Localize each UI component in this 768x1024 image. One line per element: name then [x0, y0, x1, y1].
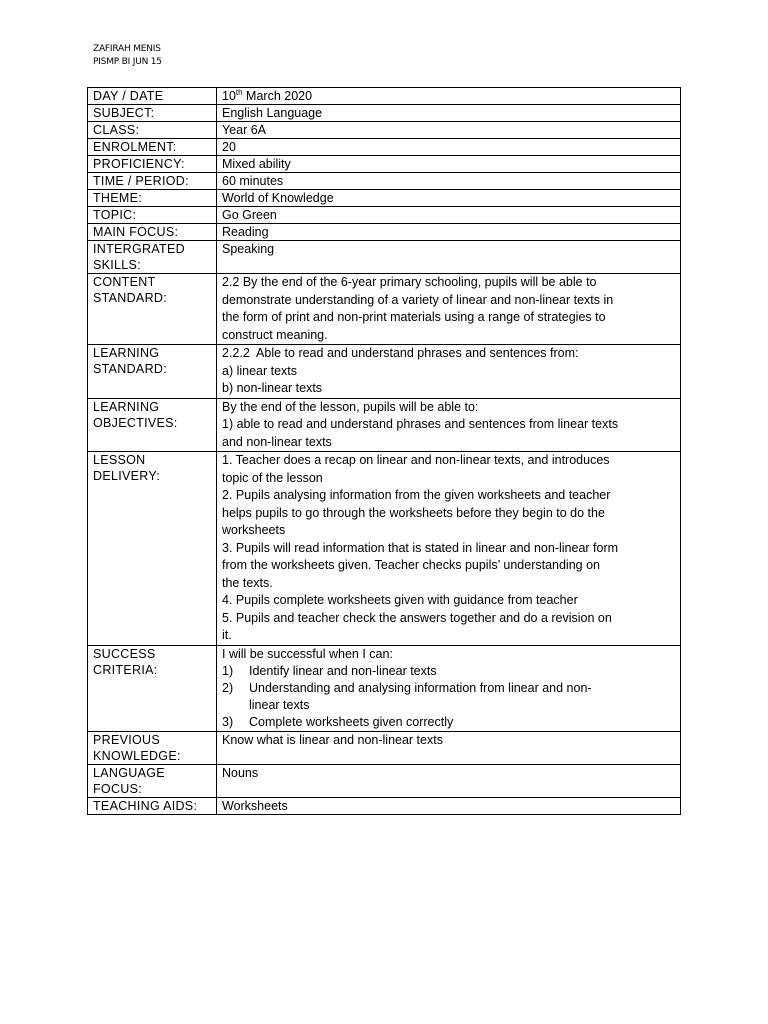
- label-line: DELIVERY:: [93, 469, 161, 483]
- row-value: 20: [217, 139, 681, 156]
- item-line: Complete worksheets given correctly: [249, 715, 454, 729]
- table-row: [88, 139, 681, 156]
- row-value: Reading: [217, 224, 681, 241]
- table-row: [88, 645, 681, 732]
- row-value: Mixed ability: [217, 156, 681, 173]
- label-line: PREVIOUS: [93, 733, 160, 747]
- label-line: STANDARD:: [93, 362, 168, 376]
- label-line: SKILLS:: [93, 258, 141, 272]
- label-line: LEARNING: [93, 346, 160, 360]
- table-row: [88, 173, 681, 190]
- row-value: [217, 345, 681, 399]
- label-line: INTERGRATED: [93, 242, 185, 256]
- item-line: linear texts: [249, 698, 310, 712]
- row-label: SUBJECT:: [88, 105, 217, 122]
- row-label: [88, 345, 217, 399]
- label-line: STANDARD:: [93, 291, 168, 305]
- row-value: [217, 452, 681, 646]
- table-row: [88, 88, 681, 105]
- text-line: 3. Pupils will read information that is stated in linear and non-linear form: [222, 540, 619, 555]
- table-row: [88, 345, 681, 399]
- item-number: 1): [222, 664, 234, 678]
- text-line: 2.2.2 Able to read and understand phrases and sentences from:: [222, 346, 579, 360]
- table-row: [88, 241, 681, 274]
- text-line: the form of print and non-print materials using a range of strategies to: [222, 310, 606, 324]
- label-line: CRITERIA:: [93, 662, 158, 677]
- label-line: KNOWLEDGE:: [93, 749, 181, 763]
- row-label: TEACHING AIDS:: [88, 798, 217, 815]
- date-rest: March 2020: [242, 89, 313, 103]
- table-row: [88, 105, 681, 122]
- row-label: [88, 274, 217, 345]
- table-row: [88, 452, 681, 646]
- text-line: 1. Teacher does a recap on linear and non-linear texts, and introduces: [222, 453, 610, 467]
- label-line: LESSON: [93, 453, 146, 467]
- text-line: I will be successful when I can:: [222, 646, 393, 661]
- row-label: [88, 732, 217, 765]
- text-line: construct meaning.: [222, 327, 328, 342]
- list-item: [222, 680, 675, 714]
- table-row: [88, 398, 681, 452]
- item-line: Identify linear and non-linear texts: [249, 664, 437, 678]
- row-label: MAIN FOCUS:: [88, 224, 217, 241]
- table-row: [88, 224, 681, 241]
- row-value: Speaking: [217, 241, 681, 274]
- text-line: the texts.: [222, 575, 273, 590]
- row-value: Worksheets: [217, 798, 681, 815]
- text-line: worksheets: [222, 523, 286, 537]
- row-value: Know what is linear and non-linear texts: [217, 732, 681, 765]
- list-item: [222, 663, 675, 680]
- criteria-list: [222, 663, 675, 731]
- row-value: [217, 88, 681, 105]
- row-label: PROFICIENCY:: [88, 156, 217, 173]
- text-line: 2.2 By the end of the 6-year primary schooling, pupils will be able to: [222, 275, 597, 289]
- text-line: and non-linear texts: [222, 434, 332, 449]
- date-day: 10: [222, 89, 236, 103]
- text-line: from the worksheets given. Teacher checks pupils’ understanding on: [222, 558, 600, 572]
- table-row: [88, 207, 681, 224]
- row-label: [88, 398, 217, 452]
- date-suffix: th: [235, 87, 243, 97]
- label-line: SUCCESS: [93, 646, 156, 661]
- row-label: [88, 765, 217, 798]
- document-header: [93, 43, 162, 69]
- row-value: English Language: [217, 105, 681, 122]
- text-line: b) non-linear texts: [222, 381, 323, 395]
- item-number: 2): [222, 681, 234, 695]
- item-line: Understanding and analysing information from linear and non-: [249, 681, 592, 695]
- row-label: DAY / DATE: [88, 88, 217, 105]
- table-row: [88, 156, 681, 173]
- text-line: 2. Pupils analysing information from the given worksheets and teacher: [222, 488, 611, 502]
- text-line: topic of the lesson: [222, 470, 323, 485]
- item-number: 3): [222, 715, 234, 729]
- list-item: [222, 714, 675, 731]
- text-line: it.: [222, 628, 232, 642]
- lesson-plan-table: [87, 87, 681, 815]
- row-label: [88, 241, 217, 274]
- text-line: 5. Pupils and teacher check the answers together and do a revision on: [222, 610, 612, 625]
- row-label: CLASS:: [88, 122, 217, 139]
- row-value: 60 minutes: [217, 173, 681, 190]
- row-value: [217, 398, 681, 452]
- table-row: [88, 732, 681, 765]
- text-line: 1) able to read and understand phrases and sentences from linear texts: [222, 417, 619, 431]
- table-row: [88, 190, 681, 207]
- label-line: OBJECTIVES:: [93, 415, 178, 430]
- program-code: PISMP BI JUN 15: [93, 57, 162, 67]
- author-name: ZAFIRAH MENIS: [93, 44, 161, 54]
- row-label: ENROLMENT:: [88, 139, 217, 156]
- row-value: [217, 645, 681, 732]
- text-line: a) linear texts: [222, 363, 298, 378]
- item-text: [249, 714, 453, 731]
- table-row: [88, 798, 681, 815]
- item-text: [249, 680, 592, 714]
- text-line: demonstrate understanding of a variety of linear and non-linear texts in: [222, 292, 614, 307]
- row-value: Year 6A: [217, 122, 681, 139]
- label-line: FOCUS:: [93, 782, 143, 796]
- label-line: LANGUAGE: [93, 766, 165, 780]
- table-row: [88, 765, 681, 798]
- table-row: [88, 274, 681, 345]
- label-line: CONTENT: [93, 275, 156, 289]
- row-label: TOPIC:: [88, 207, 217, 224]
- label-line: LEARNING: [93, 399, 160, 414]
- row-label: THEME:: [88, 190, 217, 207]
- row-value: Go Green: [217, 207, 681, 224]
- row-label: [88, 645, 217, 732]
- row-value: World of Knowledge: [217, 190, 681, 207]
- item-text: [249, 663, 437, 680]
- text-line: helps pupils to go through the worksheets before they begin to do the: [222, 505, 605, 520]
- text-line: 4. Pupils complete worksheets given with guidance from teacher: [222, 593, 578, 607]
- row-value: Nouns: [217, 765, 681, 798]
- row-label: TIME / PERIOD:: [88, 173, 217, 190]
- row-label: [88, 452, 217, 646]
- table-row: [88, 122, 681, 139]
- text-line: By the end of the lesson, pupils will be able to:: [222, 399, 479, 414]
- row-value: [217, 274, 681, 345]
